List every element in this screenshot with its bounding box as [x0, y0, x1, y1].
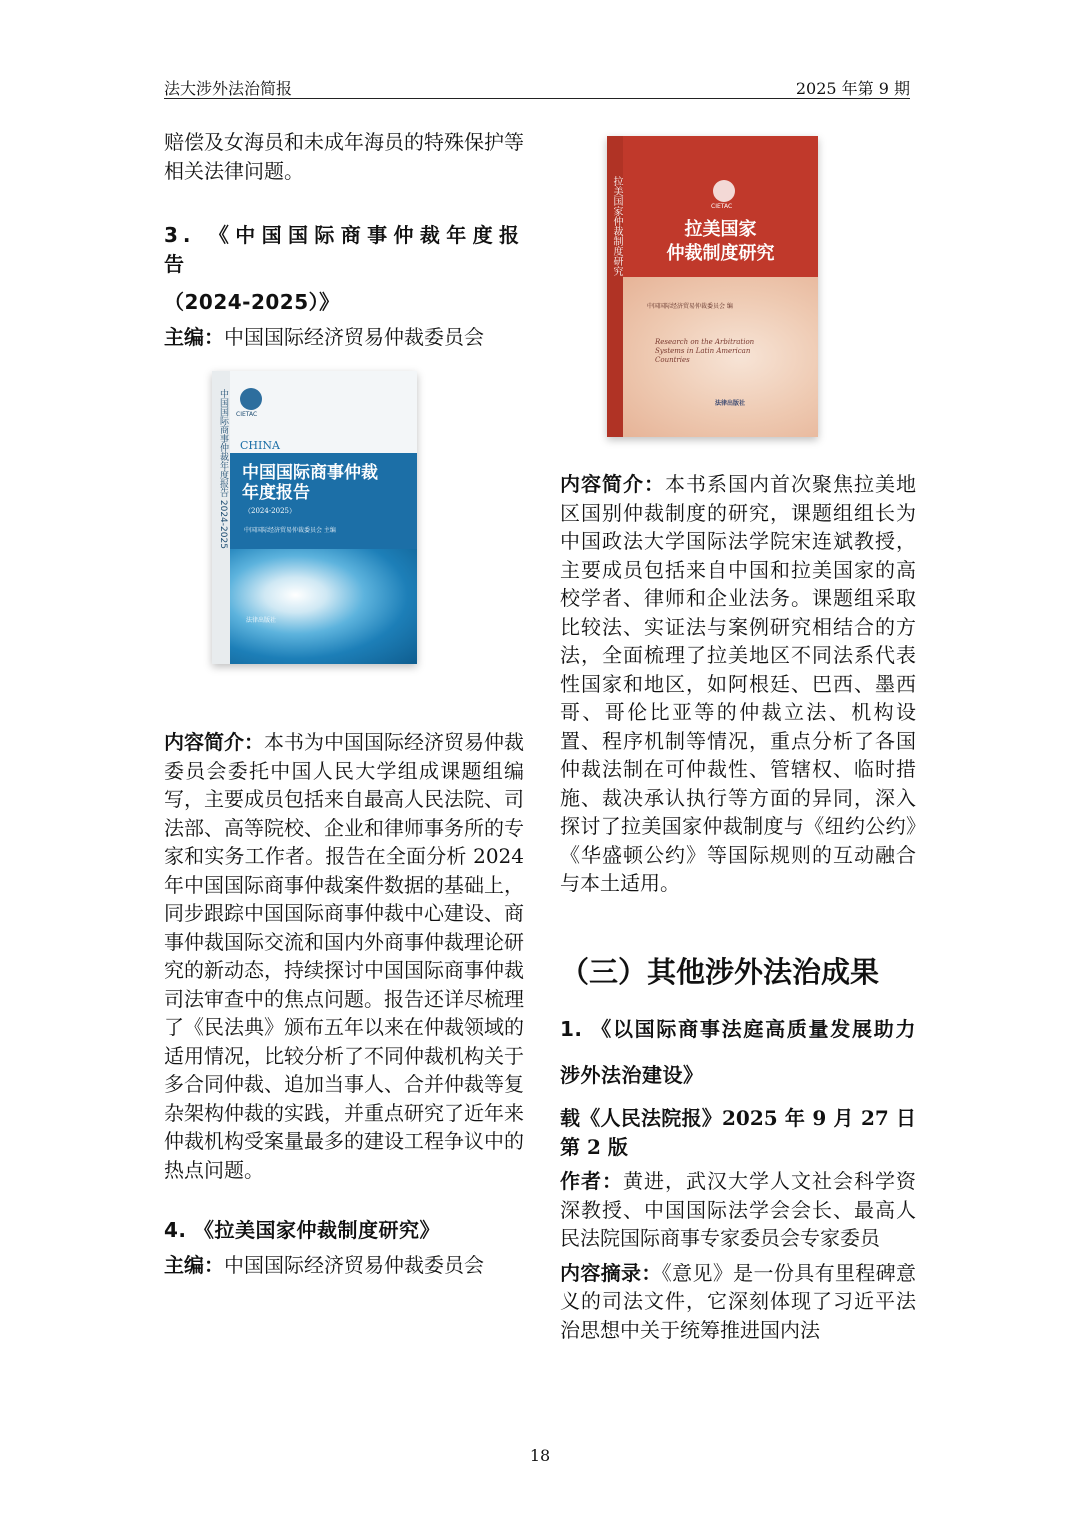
editor-value: 中国国际经济贸易仲裁委员会: [224, 1252, 484, 1277]
article1-title: 1. 《以国际商事法庭高质量发展助力涉外法治建设》: [560, 1017, 916, 1087]
summary-text: 本书系国内首次聚焦拉美地区国别仲裁制度的研究，课题组组长为中国政法大学国际法学院宋连斌教授，主要成员包括来自中国和拉美国家的高校学者、律师和企业法务。课题组采取比较法、实证法与案例研究相结合的方法，全面梳理了拉美地区不同法系代表性国家和地区，如阿根廷、巴西、墨西哥、哥伦比亚等的仲裁立法、机构设置、程序机制等情况，重点分析了各国仲裁法制在可仲裁性、管辖权、临时措施、裁决承认执行等方面的异同，深入探讨了拉美国家仲裁制度与《纽约公约》《华盛顿公约》等国际规则的互动融合与本土适用。: [560, 472, 916, 895]
excerpt-label: 内容摘录：: [560, 1260, 662, 1285]
book-spine-title: 拉美国家仲裁制度研究: [611, 176, 622, 276]
cover-editor: 中国国际经济贸易仲裁委员会 编: [647, 303, 733, 310]
item3-title: 3. 《中国国际商事仲裁年度报告: [164, 223, 524, 276]
logo-text: CIETAC: [236, 411, 258, 418]
page-number: 18: [529, 1446, 551, 1465]
header-issue: 2025 年第 9 期: [795, 79, 910, 98]
article1-author: [560, 1167, 916, 1253]
cover-publisher: 法律出版社: [715, 400, 746, 407]
summary-label: 内容简介：: [164, 730, 264, 754]
cover-en-title: CHINA: [240, 439, 280, 452]
summary-label: 内容简介：: [560, 472, 665, 496]
header-rule: [164, 98, 910, 99]
cietac-logo-icon: [240, 388, 262, 410]
cietac-logo-icon: [713, 180, 735, 202]
item4-title: 4. 《拉美国家仲裁制度研究》: [164, 1218, 440, 1242]
intro-continuation: 赔偿及女海员和未成年海员的特殊保护等相关法律问题。: [164, 130, 524, 183]
cover-title: 拉美国家 仲裁制度研究: [666, 219, 775, 264]
excerpt-text: 《意见》是一份具有里程碑意义的司法文件，它深刻体现了习近平法治思想中关于统筹推进国内法: [560, 1260, 917, 1342]
section-title: （三）其他涉外法治成果: [560, 954, 880, 989]
wave-illustration: [230, 549, 417, 664]
editor-label: 主编：: [164, 1252, 224, 1277]
article1-source: 载《人民法院报》2025 年 9 月 27 日第 2 版: [560, 1106, 916, 1159]
book-cover-latin-america: [607, 136, 818, 437]
author-label: 作者：: [560, 1169, 623, 1193]
book-cover-annual-report: [212, 371, 417, 664]
cover-title: 中国国际商事仲裁 年度报告: [242, 463, 378, 503]
right-column: [560, 470, 916, 1344]
item4-summary: [560, 470, 916, 898]
item3-editor: [164, 323, 524, 352]
cover-en-title: Research on the Arbitration Systems in Latin American Countries: [655, 338, 755, 364]
summary-text: 本书为中国国际经济贸易仲裁委员会委托中国人民大学组成课题组编写，主要成员包括来自最高人民法院、司法部、高等院校、企业和律师事务所的专家和实务工作者。报告在全面分析 2024 年中国国际商事仲裁案件数据的基础上，同步跟踪中国国际商事仲裁中心建设、商事仲裁国际交流和国内外商事仲裁理论研究的新动态，持续探讨中国国际商事仲裁司法审查中的焦点问题。报告还详尽梳理了《民法典》颁布五年以来在仲裁领域的适用情况，比较分析了不同仲裁机构关于多合同仲裁、追加当事人、合并仲裁等复杂架构仲裁的实践，并重点研究了近年来仲裁机构受案量最多的建设工程争议中的热点问题。: [164, 730, 524, 1182]
book-spine-title: 中国国际商事仲裁年度报告 2024-2025: [218, 389, 228, 549]
editor-value: 中国国际经济贸易仲裁委员会: [224, 324, 484, 349]
left-column: [164, 128, 524, 1279]
item4-editor: [164, 1251, 524, 1280]
header-title: 法大涉外法治简报: [164, 79, 293, 98]
author-text: 黄进，武汉大学人文社会科学资深教授、中国国际法学会会长、最高人民法院国际商事专家委员会专家委员: [560, 1169, 916, 1250]
editor-label: 主编：: [164, 324, 224, 349]
cover-years: （2024-2025）: [244, 507, 296, 515]
logo-text: CIETAC: [711, 203, 733, 210]
cover-editor: 中国国际经济贸易仲裁委员会 主编: [244, 527, 336, 534]
item3-summary: [164, 728, 524, 1184]
article1-excerpt: [560, 1259, 916, 1345]
item3-title-years: （2024-2025）》: [164, 290, 340, 314]
cover-publisher: 法律出版社: [246, 617, 277, 624]
